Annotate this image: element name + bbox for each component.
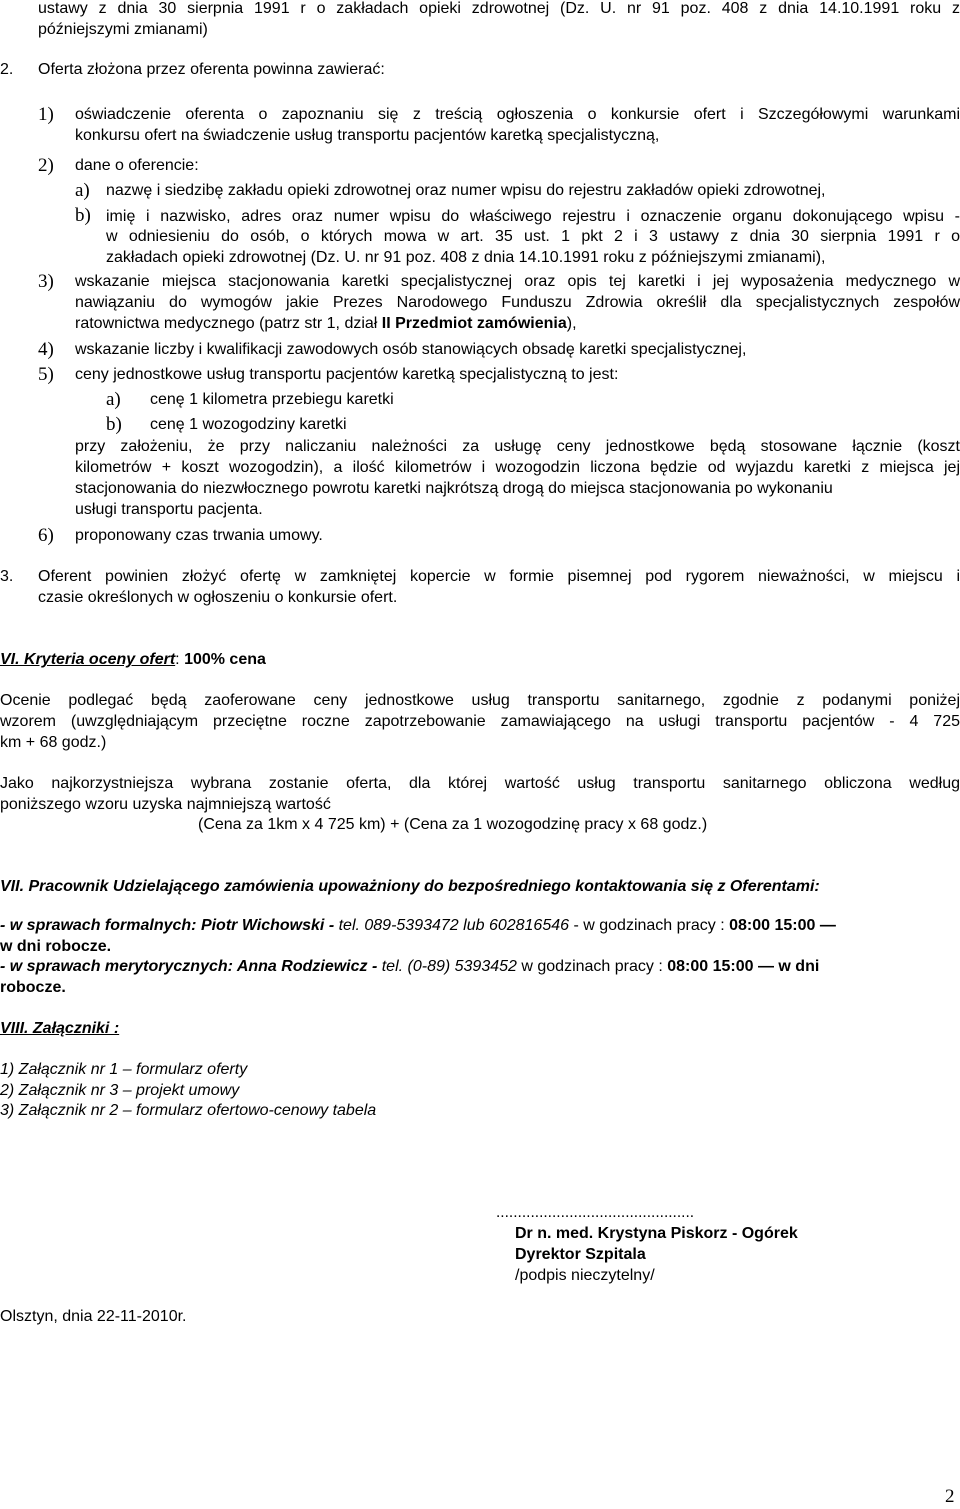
section-8-heading: VIII. Załączniki :	[0, 1020, 120, 1037]
item-2-number: 2)	[38, 155, 54, 176]
point-3-line-2: czasie określonych w ogłoszeniu o konkursie ofert.	[38, 589, 398, 606]
signature-dots: ..............................................	[496, 1204, 695, 1221]
item-2b-number: b)	[75, 205, 91, 226]
contact-formal-hours-label: - w godzinach pracy :	[569, 917, 730, 934]
intro-line-1: ustawy z dnia 30 sierpnia 1991 r o zakładach opieki zdrowotnej (Dz. U. nr 91 poz. 408 z dnia 14.10.1991 roku z	[38, 0, 960, 17]
item-2b-line-2: w odniesieniu do osób, o których mowa w art. 35 ust. 1 pkt 2 i 3 ustawy z dnia 30 sierpnia 1991 r o	[106, 228, 960, 245]
item-2a-number: a)	[75, 180, 90, 201]
section-6-criterion: 100% cena	[184, 651, 266, 668]
section-6-para-1-line-1: Ocenie podlegać będą zaoferowane ceny jednostkowe usług transportu sanitarnego, zgodnie z podanymi poniżej	[0, 692, 960, 709]
item-5-note-line-3: stacjonowania do niezwłocznego powrotu karetki najkrótszą drogą do miejsca stacjonowania po wykonaniu	[75, 480, 833, 497]
contact-merit-phone: tel. (0-89) 5393452	[381, 958, 517, 975]
contact-formal-line-1	[0, 917, 836, 935]
contact-merit-hours-label: w godzinach pracy :	[516, 958, 668, 975]
contact-formal-phone: tel. 089-5393472 lub 602816546	[338, 917, 570, 934]
item-5-note-line-2: kilometrów + koszt wozogodzin), a ilość kilometrów i wozogodzin liczona będzie od wyjazdu karetki z miejsca jej	[75, 459, 960, 476]
section-6-colon: :	[175, 651, 185, 668]
item-5-number: 5)	[38, 364, 54, 385]
contact-merit-line-1	[0, 958, 819, 976]
intro-line-2: późniejszymi zmianami)	[38, 21, 208, 38]
section-6-para-1-line-2: wzorem (uwzględniającym przeciętne roczne zapotrzebowanie zamawiającego na usługi transportu pacjentów - 4 725	[0, 713, 960, 730]
place-and-date: Olsztyn, dnia 22-11-2010r.	[0, 1308, 187, 1325]
contact-formal-hours: 08:00 15:00 —	[729, 917, 836, 934]
point-2-number: 2.	[0, 61, 14, 78]
attachment-1: 1) Załącznik nr 1 – formularz oferty	[0, 1061, 248, 1078]
item-3-line-2: nawiązaniu do wymogów jakie Prezes Narodowego Funduszu Zdrowia określił dla specjalistycznych zespołów	[75, 294, 960, 311]
section-6-title: VI. Kryteria oceny ofert	[0, 651, 176, 668]
item-6-line-1: proponowany czas trwania umowy.	[75, 527, 323, 544]
item-4-line-1: wskazanie liczby i kwalifikacji zawodowych osób stanowiących obsadę karetki specjalistycznej,	[75, 341, 747, 358]
page-number: 2	[945, 1486, 955, 1507]
signature-note: /podpis nieczytelny/	[515, 1267, 655, 1284]
section-7-heading: VII. Pracownik Udzielającego zamówienia upoważniony do bezpośredniego kontaktowania się z Oferentami:	[0, 878, 820, 895]
item-5-line-1: ceny jednostkowe usług transportu pacjentów karetką specjalistyczną to jest:	[75, 366, 619, 383]
signatory-title: Dyrektor Szpitala	[515, 1246, 646, 1263]
item-3-line-3c: ),	[566, 315, 577, 332]
contact-merit-line-2: robocze.	[0, 979, 66, 996]
item-3-section-ref: II Przedmiot zamówienia	[381, 315, 567, 332]
section-6-para-1-line-3: km + 68 godz.)	[0, 734, 107, 751]
item-6-number: 6)	[38, 525, 54, 546]
section-6-para-2-line-2: poniższego wzoru uzyska najmniejszą wartość	[0, 796, 331, 813]
attachment-2: 2) Załącznik nr 3 – projekt umowy	[0, 1082, 240, 1099]
contact-merit-hours: 08:00 15:00 — w dni	[667, 958, 820, 975]
point-2-heading: Oferta złożona przez oferenta powinna zawierać:	[38, 61, 385, 78]
item-2a-text: nazwę i siedzibę zakładu opieki zdrowotnej oraz numer wpisu do rejestru zakładów opieki zdrowotnej,	[106, 182, 826, 199]
point-3-line-1: Oferent powinien złożyć ofertę w zamkniętej kopercie w formie pisemnej pod rygorem nieważności, w miejscu i	[38, 568, 960, 585]
item-3-line-3a: ratownictwa medycznego (patrz str 1, dział	[75, 315, 382, 332]
item-4-number: 4)	[38, 339, 54, 360]
contact-formal-label: - w sprawach formalnych: Piotr Wichowski -	[0, 917, 339, 934]
item-2b-line-1: imię i nazwisko, adres oraz numer wpisu do właściwego rejestru i oznaczenie organu dokonującego wpisu -	[106, 208, 960, 225]
attachment-3: 3) Załącznik nr 2 – formularz ofertowo-cenowy tabela	[0, 1102, 377, 1119]
contact-merit-label: - w sprawach merytorycznych: Anna Rodziewicz -	[0, 958, 382, 975]
section-6-formula: (Cena za 1km x 4 725 km) + (Cena za 1 wozogodzinę pracy x 68 godz.)	[198, 816, 708, 833]
contact-formal-line-2: w dni robocze.	[0, 938, 112, 955]
item-1-number: 1)	[38, 104, 54, 125]
signatory-name: Dr n. med. Krystyna Piskorz - Ogórek	[515, 1225, 798, 1242]
item-3-line-1: wskazanie miejsca stacjonowania karetki specjalistycznej oraz opis tej karetki i jej wyposażenia medycznego w	[75, 273, 960, 290]
item-5a-text: cenę 1 kilometra przebiegu karetki	[150, 391, 394, 408]
item-5b-text: cenę 1 wozogodziny karetki	[150, 416, 347, 433]
section-6-para-2-line-1: Jako najkorzystniejsza wybrana zostanie oferta, dla której wartość usług transportu sanitarnego obliczona według	[0, 775, 960, 792]
item-5-note-line-4: usługi transportu pacjenta.	[75, 501, 263, 518]
item-3-line-3	[75, 315, 577, 333]
item-1-line-2: konkursu ofert na świadczenie usług transportu pacjentów karetką specjalistyczną,	[75, 127, 660, 144]
item-3-number: 3)	[38, 271, 54, 292]
section-6-heading	[0, 651, 266, 669]
item-5-note-line-1: przy założeniu, że przy naliczaniu należności za usługę ceny jednostkowe będą stosowane łącznie (koszt	[75, 438, 960, 455]
point-3-number: 3.	[0, 568, 14, 585]
item-1-line-1: oświadczenie oferenta o zapoznaniu się z treścią ogłoszenia o konkursie ofert i Szczegółowymi warunkami	[75, 106, 960, 123]
item-2-line-1: dane o oferencie:	[75, 157, 199, 174]
item-2b-line-3: zakładach opieki zdrowotnej (Dz. U. nr 91 poz. 408 z dnia 14.10.1991 roku z późniejszymi zmianami),	[106, 249, 826, 266]
item-5b-number: b)	[106, 414, 122, 435]
item-5a-number: a)	[106, 389, 121, 410]
